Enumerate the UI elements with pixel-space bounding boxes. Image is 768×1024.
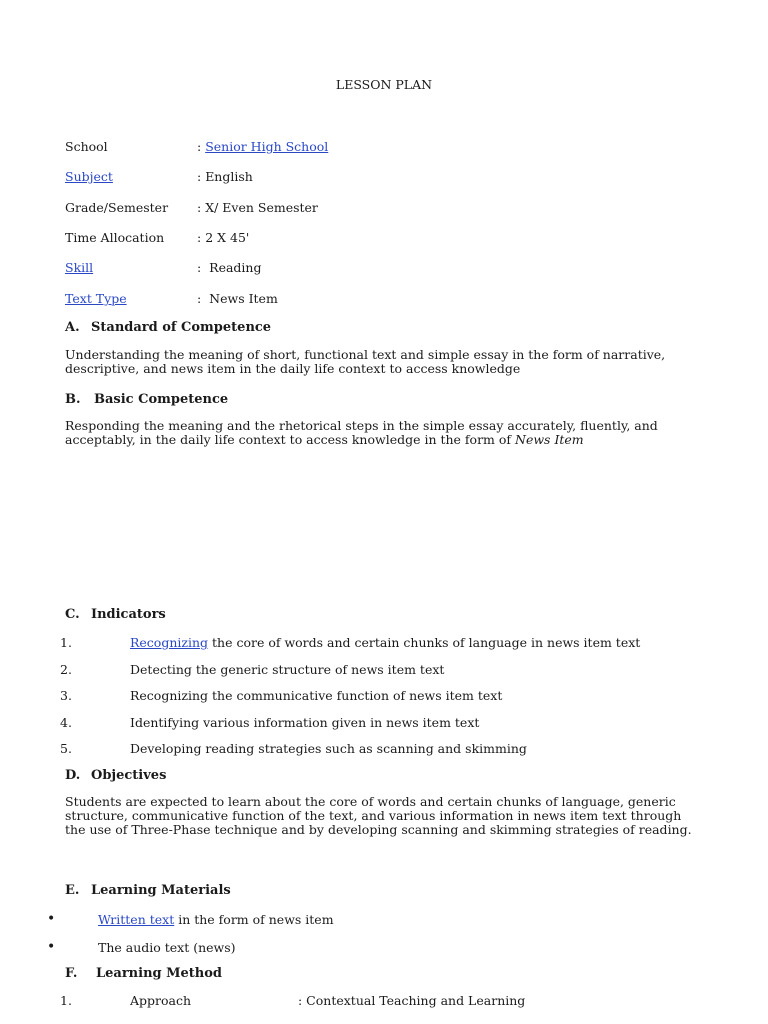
indicator-number: 5. bbox=[60, 741, 72, 756]
info-value-grade: : X/ Even Semester bbox=[197, 200, 318, 215]
info-label-grade: Grade/Semester bbox=[65, 200, 169, 215]
indicator-item: Recognizing the communicative function of news item text bbox=[130, 688, 503, 703]
skill-link[interactable]: Skill bbox=[65, 260, 94, 275]
section-c-heading: C. Indicators bbox=[65, 607, 166, 622]
method-number: 1. bbox=[60, 993, 72, 1008]
written-text-link[interactable]: Written text bbox=[98, 912, 175, 927]
section-f-heading: F. Learning Method bbox=[65, 966, 223, 981]
indicator-item: Developing reading strategies such as scanning and skimming bbox=[130, 741, 527, 756]
indicator-item: Identifying various information given in news item text bbox=[130, 715, 480, 730]
text-type-link[interactable]: Text Type bbox=[65, 291, 127, 306]
method-label: Approach bbox=[130, 993, 192, 1008]
indicator-item: Recognizing the core of words and certain chunks of language in news item text bbox=[130, 635, 641, 650]
recognizing-link[interactable]: Recognizing bbox=[130, 635, 209, 650]
school-link[interactable]: Senior High School bbox=[205, 139, 329, 154]
indicator-number: 3. bbox=[60, 688, 72, 703]
section-e-heading: E. Learning Materials bbox=[65, 883, 231, 898]
bullet-icon: • bbox=[47, 911, 56, 927]
material-item: Written text in the form of news item bbox=[98, 912, 334, 927]
indicator-number: 2. bbox=[60, 662, 72, 677]
bullet-icon: • bbox=[47, 939, 56, 955]
method-value: : Contextual Teaching and Learning bbox=[298, 993, 526, 1008]
subject-link[interactable]: Subject bbox=[65, 169, 113, 184]
indicator-item: Detecting the generic structure of news item text bbox=[130, 662, 445, 677]
section-a-heading: A. Standard of Competence bbox=[65, 320, 272, 335]
document-title: LESSON PLAN bbox=[335, 77, 433, 92]
section-d-heading: D. Objectives bbox=[65, 768, 167, 783]
info-label-time: Time Allocation bbox=[65, 230, 165, 245]
indicator-number: 4. bbox=[60, 715, 72, 730]
info-value-text-type: : News Item bbox=[197, 291, 278, 306]
section-a-text: Understanding the meaning of short, functional text and simple essay in the form of narrative, descriptive, and news item in the daily life context to access knowledge bbox=[65, 347, 666, 376]
indicator-number: 1. bbox=[60, 635, 72, 650]
section-d-text: Students are expected to learn about the core of words and certain chunks of language, generic structure, communicative function of the text, and various information in news item text through the use of Three-Phase technique and by developing scanning and skimming strategies of reading. bbox=[65, 794, 692, 837]
info-label-school: School bbox=[65, 139, 108, 154]
section-b-text: Responding the meaning and the rhetorical steps in the simple essay accurately, fluently, and acceptably, in the daily life context to access knowledge in the form of News Item bbox=[65, 418, 658, 447]
info-value-time: : 2 X 45' bbox=[197, 230, 250, 245]
info-value-skill: : Reading bbox=[197, 260, 262, 275]
material-item: The audio text (news) bbox=[98, 940, 236, 955]
info-value-school: : Senior High School bbox=[197, 139, 329, 154]
info-value-subject: : English bbox=[197, 169, 253, 184]
section-b-heading: B. Basic Competence bbox=[65, 392, 229, 407]
